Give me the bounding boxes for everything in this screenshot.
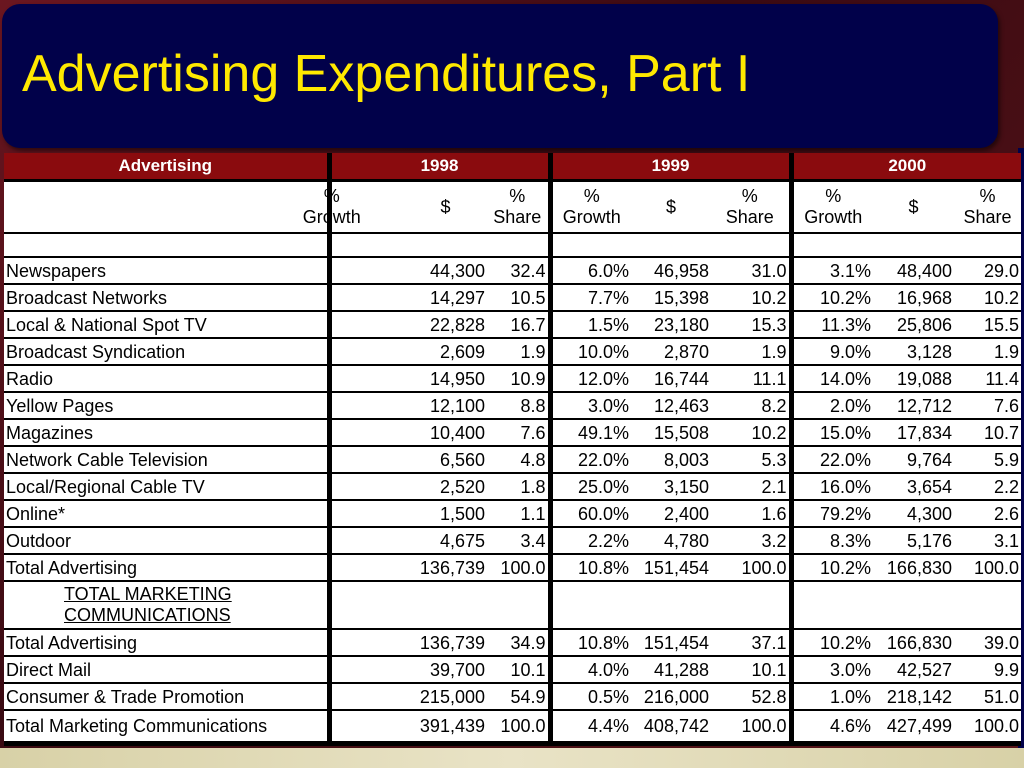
cell-g1998 — [329, 284, 404, 311]
column-subheader-row — [4, 181, 1021, 234]
table-row — [4, 500, 1021, 527]
table-row — [4, 527, 1021, 554]
cell-d2000: 25,806 — [873, 311, 954, 338]
slide-title: Advertising Expenditures, Part I — [22, 45, 751, 103]
cell-d2000: 19,088 — [873, 365, 954, 392]
cell-g1999: 49.1% — [550, 419, 631, 446]
cell-g2000: 10.2% — [791, 629, 873, 656]
cell-d1998: 391,439 — [404, 710, 487, 742]
cell-s1999: 1.6 — [711, 500, 791, 527]
cell-s1998: 7.6 — [487, 419, 550, 446]
cell-s1999: 1.9 — [711, 338, 791, 365]
table-row — [4, 554, 1021, 581]
cell-d1999: 12,463 — [631, 392, 711, 419]
cell-d1999: 151,454 — [631, 629, 711, 656]
cell-s1999: 11.1 — [711, 365, 791, 392]
table-row — [4, 629, 1021, 656]
cell-g1998 — [329, 392, 404, 419]
subheader-growth-2000 — [791, 181, 873, 234]
subheader-dollars-2000: $ — [873, 181, 954, 234]
cell-g1998 — [329, 311, 404, 338]
table-row — [4, 656, 1021, 683]
subheader-share-1998 — [487, 181, 550, 234]
cell-g1999: 10.8% — [550, 629, 631, 656]
cell-s2000: 2.6 — [954, 500, 1021, 527]
row-label: Direct Mail — [4, 656, 329, 683]
blank-cell — [791, 233, 1021, 257]
cell-d1999: 41,288 — [631, 656, 711, 683]
cell-g1998 — [329, 656, 404, 683]
row-label: Total Marketing Communications — [4, 710, 329, 742]
cell-g1999: 10.8% — [550, 554, 631, 581]
share-pct-label: % — [979, 186, 996, 206]
cell-s1999: 5.3 — [711, 446, 791, 473]
cell-g1999: 7.7% — [550, 284, 631, 311]
cell-s2000: 2.2 — [954, 473, 1021, 500]
row-label: Network Cable Television — [4, 446, 329, 473]
growth-pct-label: % — [583, 186, 600, 206]
growth-label: Growth — [302, 207, 361, 227]
cell-s2000: 7.6 — [954, 392, 1021, 419]
share-label: Share — [963, 207, 1012, 227]
cell-d2000: 48,400 — [873, 257, 954, 284]
cell-s1998: 4.8 — [487, 446, 550, 473]
cell-g1998 — [329, 257, 404, 284]
cell-g2000: 4.6% — [791, 710, 873, 742]
table-row — [4, 419, 1021, 446]
blank-cell — [329, 581, 550, 629]
table-row — [4, 710, 1021, 742]
cell-s1998: 34.9 — [487, 629, 550, 656]
cell-g1999: 2.2% — [550, 527, 631, 554]
cell-g2000: 79.2% — [791, 500, 873, 527]
cell-g1998 — [329, 446, 404, 473]
cell-g1999: 60.0% — [550, 500, 631, 527]
cell-s1999: 100.0 — [711, 710, 791, 742]
cell-g2000: 11.3% — [791, 311, 873, 338]
cell-s1999: 2.1 — [711, 473, 791, 500]
header-advertising: Advertising — [4, 153, 329, 181]
cell-s2000: 10.2 — [954, 284, 1021, 311]
row-label: Magazines — [4, 419, 329, 446]
cell-d1998: 14,950 — [404, 365, 487, 392]
row-label: Online* — [4, 500, 329, 527]
cell-s2000: 11.4 — [954, 365, 1021, 392]
cell-s1998: 3.4 — [487, 527, 550, 554]
section-label — [4, 581, 329, 629]
blank-cell — [550, 581, 791, 629]
cell-g1998 — [329, 527, 404, 554]
cell-g1998 — [329, 338, 404, 365]
cell-s1998: 1.9 — [487, 338, 550, 365]
cell-s1998: 1.1 — [487, 500, 550, 527]
cell-d2000: 3,128 — [873, 338, 954, 365]
cell-g1998 — [329, 473, 404, 500]
section-label-line: TOTAL MARKETING — [64, 584, 232, 604]
cell-d1998: 2,520 — [404, 473, 487, 500]
cell-s2000: 1.9 — [954, 338, 1021, 365]
header-1998: 1998 — [329, 153, 550, 181]
table-row — [4, 392, 1021, 419]
cell-s1999: 10.2 — [711, 419, 791, 446]
row-label: Local & National Spot TV — [4, 311, 329, 338]
section-label-row — [4, 581, 1021, 629]
cell-s1998: 16.7 — [487, 311, 550, 338]
cell-d2000: 16,968 — [873, 284, 954, 311]
row-label: Broadcast Networks — [4, 284, 329, 311]
table-row — [4, 365, 1021, 392]
cell-d1999: 2,870 — [631, 338, 711, 365]
cell-g1999: 0.5% — [550, 683, 631, 710]
cell-d2000: 166,830 — [873, 629, 954, 656]
cell-d2000: 12,712 — [873, 392, 954, 419]
cell-s1998: 10.9 — [487, 365, 550, 392]
table-row — [4, 311, 1021, 338]
cell-d1999: 23,180 — [631, 311, 711, 338]
cell-s1999: 31.0 — [711, 257, 791, 284]
subheader-share-2000 — [954, 181, 1021, 234]
share-pct-label: % — [509, 186, 526, 206]
cell-g2000: 15.0% — [791, 419, 873, 446]
cell-d2000: 4,300 — [873, 500, 954, 527]
cell-g2000: 8.3% — [791, 527, 873, 554]
cell-g1999: 4.4% — [550, 710, 631, 742]
cell-d2000: 9,764 — [873, 446, 954, 473]
cell-g1998 — [329, 683, 404, 710]
cell-d2000: 3,654 — [873, 473, 954, 500]
table-row — [4, 683, 1021, 710]
share-label: Share — [725, 207, 774, 227]
share-pct-label: % — [741, 186, 758, 206]
cell-s1998: 1.8 — [487, 473, 550, 500]
header-2000: 2000 — [791, 153, 1021, 181]
cell-d2000: 166,830 — [873, 554, 954, 581]
growth-label: Growth — [804, 207, 863, 227]
cell-s1999: 37.1 — [711, 629, 791, 656]
bottom-decor-band — [0, 748, 1024, 768]
subheader-growth-1999 — [550, 181, 631, 234]
cell-s1999: 15.3 — [711, 311, 791, 338]
cell-s2000: 100.0 — [954, 554, 1021, 581]
cell-g2000: 10.2% — [791, 554, 873, 581]
cell-d1998: 136,739 — [404, 554, 487, 581]
blank-cell — [550, 233, 791, 257]
cell-g2000: 9.0% — [791, 338, 873, 365]
cell-d1998: 4,675 — [404, 527, 487, 554]
cell-d1999: 15,398 — [631, 284, 711, 311]
cell-d1998: 1,500 — [404, 500, 487, 527]
cell-d1999: 2,400 — [631, 500, 711, 527]
title-bar — [2, 4, 998, 148]
row-label: Yellow Pages — [4, 392, 329, 419]
cell-g1999: 25.0% — [550, 473, 631, 500]
cell-s1998: 100.0 — [487, 554, 550, 581]
blank-cell — [791, 581, 1021, 629]
cell-g1998 — [329, 365, 404, 392]
cell-s1999: 10.1 — [711, 656, 791, 683]
cell-d1998: 2,609 — [404, 338, 487, 365]
row-label: Local/Regional Cable TV — [4, 473, 329, 500]
year-header-row — [4, 153, 1021, 181]
cell-g1999: 22.0% — [550, 446, 631, 473]
cell-g1998 — [329, 629, 404, 656]
growth-pct-label: % — [323, 186, 340, 206]
subheader-dollars-1999: $ — [631, 181, 711, 234]
cell-g2000: 14.0% — [791, 365, 873, 392]
cell-g2000: 2.0% — [791, 392, 873, 419]
cell-s1998: 10.1 — [487, 656, 550, 683]
row-label: Outdoor — [4, 527, 329, 554]
cell-d1999: 4,780 — [631, 527, 711, 554]
cell-g1999: 4.0% — [550, 656, 631, 683]
cell-g1998 — [329, 500, 404, 527]
cell-g1998 — [329, 419, 404, 446]
cell-s1998: 8.8 — [487, 392, 550, 419]
advertising-expenditures-table — [4, 153, 1021, 743]
subheader-share-1999 — [711, 181, 791, 234]
cell-d1999: 16,744 — [631, 365, 711, 392]
cell-d1999: 408,742 — [631, 710, 711, 742]
cell-s2000: 3.1 — [954, 527, 1021, 554]
cell-g2000: 10.2% — [791, 284, 873, 311]
cell-d1999: 8,003 — [631, 446, 711, 473]
blank-cell — [4, 233, 329, 257]
row-label: Radio — [4, 365, 329, 392]
row-label: Total Advertising — [4, 629, 329, 656]
cell-g2000: 3.0% — [791, 656, 873, 683]
subheader-dollars-1998: $ — [404, 181, 487, 234]
cell-g2000: 22.0% — [791, 446, 873, 473]
cell-s1999: 10.2 — [711, 284, 791, 311]
cell-g1999: 10.0% — [550, 338, 631, 365]
cell-s1998: 10.5 — [487, 284, 550, 311]
cell-s1998: 54.9 — [487, 683, 550, 710]
cell-s2000: 9.9 — [954, 656, 1021, 683]
cell-g1998 — [329, 710, 404, 742]
table-row — [4, 257, 1021, 284]
advertising-table-container — [4, 153, 1021, 746]
cell-d1999: 46,958 — [631, 257, 711, 284]
cell-s1999: 100.0 — [711, 554, 791, 581]
cell-s2000: 51.0 — [954, 683, 1021, 710]
cell-g1999: 1.5% — [550, 311, 631, 338]
blank-cell — [329, 233, 550, 257]
cell-d1999: 216,000 — [631, 683, 711, 710]
cell-d1999: 151,454 — [631, 554, 711, 581]
cell-d2000: 42,527 — [873, 656, 954, 683]
cell-d2000: 218,142 — [873, 683, 954, 710]
cell-d1998: 136,739 — [404, 629, 487, 656]
section-label-line: COMMUNICATIONS — [64, 605, 231, 625]
cell-g1999: 12.0% — [550, 365, 631, 392]
row-label: Total Advertising — [4, 554, 329, 581]
cell-d1998: 6,560 — [404, 446, 487, 473]
cell-s1999: 3.2 — [711, 527, 791, 554]
subheader-growth-1998 — [302, 181, 404, 234]
table-row — [4, 284, 1021, 311]
cell-d1998: 44,300 — [404, 257, 487, 284]
growth-pct-label: % — [825, 186, 842, 206]
cell-d1998: 10,400 — [404, 419, 487, 446]
cell-g2000: 16.0% — [791, 473, 873, 500]
cell-s2000: 39.0 — [954, 629, 1021, 656]
cell-d1998: 215,000 — [404, 683, 487, 710]
cell-g1999: 6.0% — [550, 257, 631, 284]
cell-d1998: 14,297 — [404, 284, 487, 311]
header-1999: 1999 — [550, 153, 791, 181]
cell-g2000: 1.0% — [791, 683, 873, 710]
table-row — [4, 338, 1021, 365]
share-label: Share — [493, 207, 542, 227]
cell-s1999: 8.2 — [711, 392, 791, 419]
cell-s2000: 15.5 — [954, 311, 1021, 338]
cell-g2000: 3.1% — [791, 257, 873, 284]
cell-d2000: 5,176 — [873, 527, 954, 554]
cell-d1998: 39,700 — [404, 656, 487, 683]
blank-row — [4, 233, 1021, 257]
row-label: Consumer & Trade Promotion — [4, 683, 329, 710]
cell-d2000: 427,499 — [873, 710, 954, 742]
cell-d1999: 3,150 — [631, 473, 711, 500]
cell-s2000: 29.0 — [954, 257, 1021, 284]
table-row — [4, 446, 1021, 473]
table-row — [4, 473, 1021, 500]
cell-s1998: 32.4 — [487, 257, 550, 284]
growth-label: Growth — [562, 207, 621, 227]
row-label: Newspapers — [4, 257, 329, 284]
cell-d1998: 12,100 — [404, 392, 487, 419]
cell-d2000: 17,834 — [873, 419, 954, 446]
cell-s1999: 52.8 — [711, 683, 791, 710]
cell-s2000: 100.0 — [954, 710, 1021, 742]
cell-s2000: 5.9 — [954, 446, 1021, 473]
cell-s2000: 10.7 — [954, 419, 1021, 446]
cell-s1998: 100.0 — [487, 710, 550, 742]
row-label: Broadcast Syndication — [4, 338, 329, 365]
cell-d1999: 15,508 — [631, 419, 711, 446]
cell-g1999: 3.0% — [550, 392, 631, 419]
cell-d1998: 22,828 — [404, 311, 487, 338]
cell-g1998 — [329, 554, 404, 581]
